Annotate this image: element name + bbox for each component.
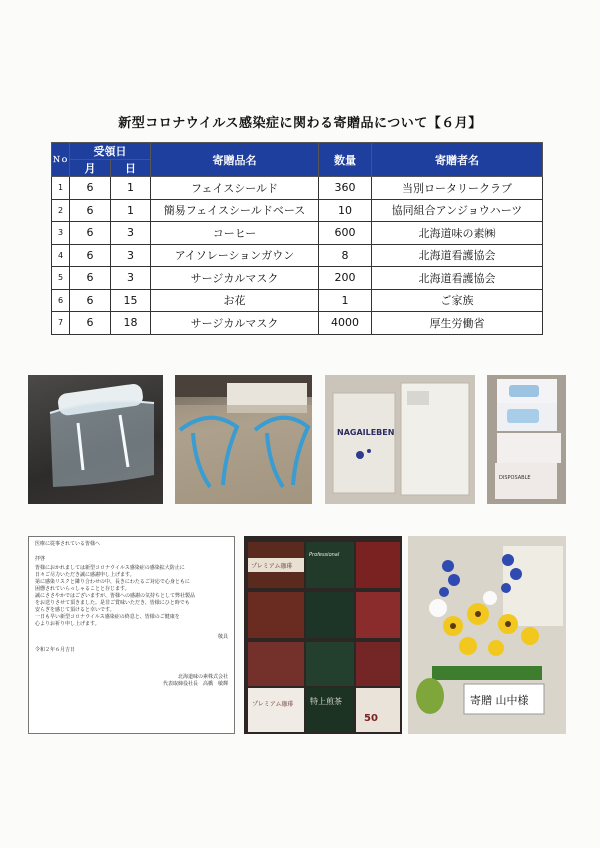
cell-day: 3	[111, 222, 151, 245]
letter-body	[35, 565, 228, 628]
cell-day: 3	[111, 244, 151, 267]
face-shield-photo	[28, 375, 163, 504]
letter-line: 安らぎを感じて頂けると幸いです。	[35, 607, 115, 613]
letter-heading: 医療に従事されている皆様へ	[35, 541, 101, 547]
cell-donor: 北海道看護協会	[372, 244, 543, 267]
cell-qty: 4000	[319, 312, 372, 335]
coffee-photo	[244, 536, 402, 734]
letter-signatory: 代表取締役社長 高橋 敏輝	[162, 681, 228, 687]
cell-qty: 8	[319, 244, 372, 267]
flower-photo	[408, 536, 566, 734]
cell-no: 1	[52, 177, 70, 200]
cell-day: 3	[111, 267, 151, 290]
cell-month: 6	[70, 289, 111, 312]
cell-donor: 協同組合アンジョウハーツ	[372, 199, 543, 222]
isolation-gown-photo	[325, 375, 475, 504]
surgical-mask-photo	[487, 375, 566, 504]
cell-qty: 1	[319, 289, 372, 312]
cell-item: お花	[151, 289, 319, 312]
cell-item: アイソレーションガウン	[151, 244, 319, 267]
letter-line: 日々ご尽力いただき誠に感謝申し上げます。	[35, 572, 135, 578]
cell-day: 18	[111, 312, 151, 335]
mask-box-text: DISPOSABLE	[499, 475, 531, 481]
col-no	[52, 143, 70, 177]
cell-donor: 厚生労働省	[372, 312, 543, 335]
cell-no: 4	[52, 244, 70, 267]
letter-salutation: 拝啓	[35, 556, 46, 562]
coffee-label-1: Professional	[309, 552, 340, 558]
table-row	[52, 177, 543, 200]
col-qty: 数量	[319, 143, 372, 177]
table-row	[52, 199, 543, 222]
letter-company: 北海道味の素株式会社	[177, 674, 228, 680]
table-row	[52, 244, 543, 267]
cell-month: 6	[70, 267, 111, 290]
letter-line: 心よりお祈り申し上げます。	[35, 621, 100, 627]
cell-no: 2	[52, 199, 70, 222]
cell-no: 6	[52, 289, 70, 312]
cell-donor: ご家族	[372, 289, 543, 312]
table-row	[52, 312, 543, 335]
thank-you-letter	[28, 536, 235, 734]
cell-no: 5	[52, 267, 70, 290]
letter-line: 困憊されていらっしゃることと存じます。	[35, 586, 130, 592]
letter-closing: 敬具	[217, 634, 228, 640]
table-row	[52, 222, 543, 245]
cell-qty: 600	[319, 222, 372, 245]
letter-line: 第に感染リスクと隣り合わせの中、長きにわたるご対応で心身ともに	[35, 579, 190, 585]
cell-qty: 360	[319, 177, 372, 200]
shield-base-photo	[175, 375, 312, 504]
gown-brand-text: NAGAILEBEN	[337, 428, 395, 437]
donation-table	[51, 142, 543, 335]
letter-line: 一日も早い新型コロナウイルス感染症の終息と、皆様のご健康を	[35, 614, 180, 620]
letter-line: をお送りさせて頂きました。是非ご賞味いただき、皆様にひと時でも	[35, 600, 190, 606]
cell-item: フェイスシールド	[151, 177, 319, 200]
cell-day: 15	[111, 289, 151, 312]
cell-donor: 北海道看護協会	[372, 267, 543, 290]
col-day: 日	[111, 160, 151, 177]
cell-month: 6	[70, 222, 111, 245]
cell-donor: 北海道味の素㈱	[372, 222, 543, 245]
cell-month: 6	[70, 244, 111, 267]
coffee-name-1: プレミアム珈琲	[251, 563, 293, 570]
flower-card-text: 寄贈 山中様	[470, 694, 529, 707]
cell-item: コーヒー	[151, 222, 319, 245]
table-row	[52, 289, 543, 312]
coffee-name-2: プレミアム珈琲	[252, 701, 294, 708]
cell-month: 6	[70, 177, 111, 200]
cell-qty: 200	[319, 267, 372, 290]
cell-month: 6	[70, 312, 111, 335]
cell-day: 1	[111, 177, 151, 200]
cell-item: サージカルマスク	[151, 312, 319, 335]
cell-no: 3	[52, 222, 70, 245]
cell-item: サージカルマスク	[151, 267, 319, 290]
col-donor: 寄贈者名	[372, 143, 543, 177]
col-month: 月	[70, 160, 111, 177]
letter-line: 皆様におかれましては新型コロナウイルス感染症の感染拡大防止に	[35, 565, 185, 571]
cell-qty: 10	[319, 199, 372, 222]
col-no-label: Ｎｏ	[52, 154, 69, 164]
cell-donor: 当別ロータリークラブ	[372, 177, 543, 200]
cell-month: 6	[70, 199, 111, 222]
cell-day: 1	[111, 199, 151, 222]
col-item: 寄贈品名	[151, 143, 319, 177]
col-date: 受領日	[70, 143, 151, 160]
letter-line: 誠にささやかではございますが、皆様への感謝の気持ちとして弊社製品	[35, 593, 196, 599]
letter-date: 令和２年６月吉日	[35, 647, 76, 653]
coffee-count: 50	[364, 713, 378, 724]
page-title: 新型コロナウイルス感染症に関わる寄贈品について【６月】	[118, 116, 482, 131]
tea-name: 特上煎茶	[310, 697, 342, 706]
cell-no: 7	[52, 312, 70, 335]
table-row	[52, 267, 543, 290]
cell-item: 簡易フェイスシールドベース	[151, 199, 319, 222]
